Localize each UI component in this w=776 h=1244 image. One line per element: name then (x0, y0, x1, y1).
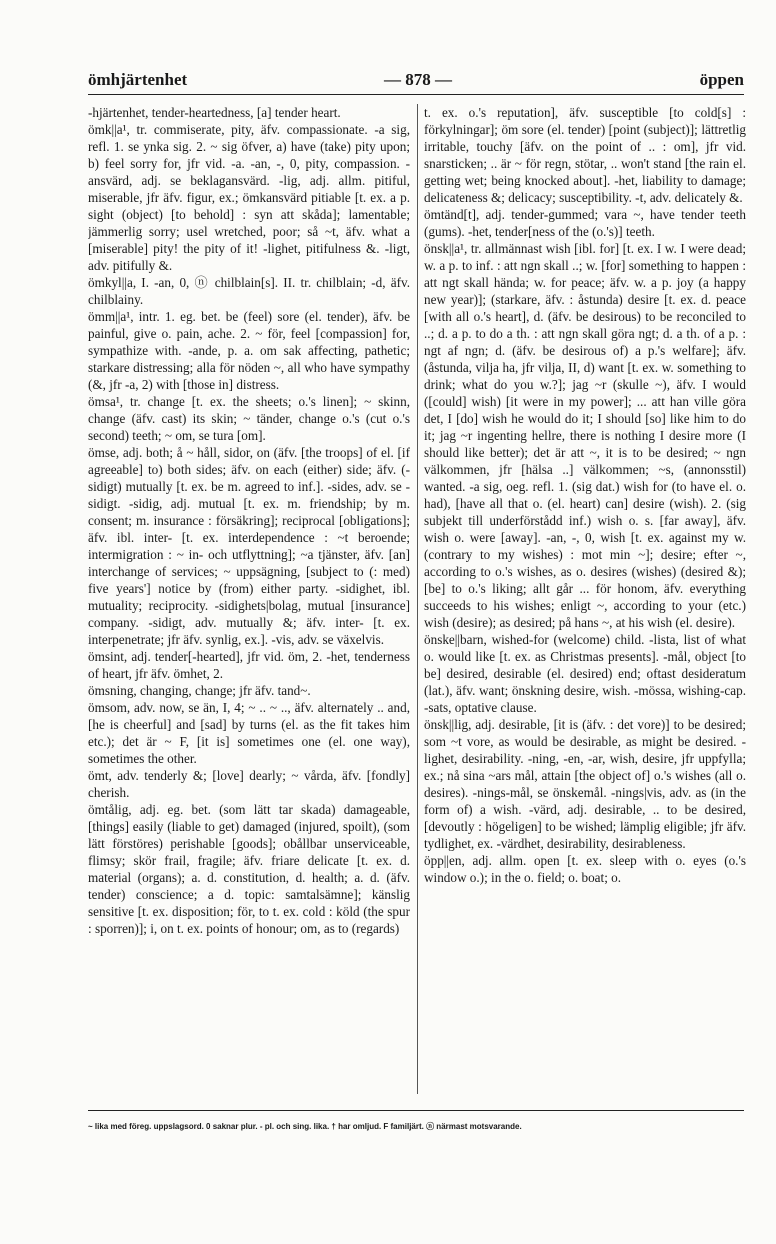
header-left-word: ömhjärtenhet (88, 70, 188, 89)
page-header (88, 60, 744, 100)
dictionary-entry: ömkyl||a, I. -an, 0, ⓝ chilblain[s]. II. tr. chilblain; -d, äfv. chilblainy. (88, 275, 410, 307)
dictionary-entry: ömsa¹, tr. change [t. ex. the sheets; o.'s linen]; ~ skinn, change (äfv. cast) its skin; ~ tänder, change o.'s (cut o.'s second) teeth; ~ om, se tura [om]. (88, 394, 410, 443)
dictionary-entry: ömse, adj. both; å ~ håll, sidor, on (äfv. [the troops] of el. [if agreeable] to) both sides; äfv. on each (either) side; äfv. (-sidigt) mutually [t. ex. be m. agreed to inf.]. -sides, adv. se -sidigt. -sidig, adj. mutual [t. ex. m. friendship; by m. consent; m. insurance : försäkring]; reciprocal [obligations]; äfv. ibl. inter- [t. ex. interdependence : ~t beroende; intermigration : ~ in- och utflyttning]; ~a tjänster, äfv. [an] interchange of services; ~ uppsägning, [subject to (: med) five years'] notice by (from) either party. -sidighet, ibl. mutuality; reciprocity. -sidighets|bolag, mutual [insurance] company. -sidigt, adv. mutually &; äfv. inter- [t. ex. interpenetrate; jfr äfv. synlig, ex.]. -vis, adv. se växelvis. (88, 445, 410, 647)
page-footer-legend: ~ lika med föreg. uppslagsord. 0 saknar plur. - pl. och sing. lika. † har omljud. F familjärt. ⓝ närmast motsvarande. (88, 1110, 744, 1132)
dictionary-entry: öpp||en, adj. allm. open [t. ex. sleep with o. eyes (o.'s window o.); in the o. field; o. boat; o. (424, 853, 746, 885)
dictionary-entry: ömsning, changing, change; jfr äfv. tand~. (88, 683, 311, 698)
right-column (424, 104, 746, 1106)
dictionary-entry: ömt, adv. tenderly &; [love] dearly; ~ vårda, äfv. [fondly] cherish. (88, 768, 410, 800)
column-divider (417, 104, 418, 1094)
dictionary-entry: önsk||a¹, tr. allmännast wish [ibl. for] [t. ex. I w. I were dead; w. a p. to inf. : att ngn skall ..; w. [for] something to happen : att ngt skall hända; w. for peace; äfv. w. a p. joy (a happy new year)]; (starkare, äfv. : åstunda) desire [t. ex. d. peace [with all o.'s heart], d. (äfv. be desirous) to be reconciled to ..; d. a p. to do a th. : att ngn skall göra ngt; d. a th. of a p. : ngt af ngn; d. (äfv. be desirous of) a p.'s welfare]; äfv. (åstunda, vilja ha, jfr vilja, II, d) want [t. ex. w. something to drink; what do you w.?]; jag ~r (skulle ~), äfv. I would ([could] wish) [it were in my power]; ... att han ville göra det, I [do] wish he would do it; I should [so] like him to do it; jag ~r ingenting hellre, there is nothing I desire more (I should like better); det är att ~, it is to be desired; ~ ngn välkommen, jfr [hälsa ..] välkommen; ~s, (annonsstil) wanted. -a sig, oeg. refl. 1. (sig dat.) wish for (to have el. o. had), [have all that o. (el. heart) can] desire (wish). 2. (sig subjekt till underförstådd inf.) wish o. s. [far away], äfv. wish o. were [away]. -an, -, 0, wish [t. ex. against my w. (contrary to my wishes) : mot min ~]; desire; efter ~, according to o.'s wishes, as o. desires (wishes) (desired &); [be] to o.'s liking; allt går ... för honom, äfv. everything succeeds to his wishes; enligt ~, according to your (etc.) wish (desire); as desired; på hans ~, at his wish (el. desire). (424, 241, 746, 630)
header-rule (88, 94, 744, 95)
left-column (88, 104, 410, 1106)
page-number: — 878 — (384, 70, 452, 89)
dictionary-entry: ömtänd[t], adj. tender-gummed; vara ~, have tender teeth (gums). -het, tender[ness of the (o.'s)] teeth. (424, 207, 746, 239)
dictionary-entry: ömk||a¹, tr. commiserate, pity, äfv. compassionate. -a sig, refl. 1. se ynka sig. 2. ~ sig öfver, a) have (take) pity upon; b) feel sorry for, jfr vid. -a. -an, -, 0, pity, compassion. -ansvärd, adj. se beklagansvärd. -lig, adj. allm. pitiful, miserable, jfr äfv. figur, ex.; ömkansvärd pitiable [t. ex. a p. sight (object) [to behold] : syn att skåda]; lamentable; jämmerlig sorry; usel wretched, poor; så ~t, äfv. what a [miserable] pity! the pity of it! -lighet, pitifulness &. -ligt, adv. pitifully &. (88, 122, 410, 273)
dictionary-entry: ömtålig, adj. eg. bet. (som lätt tar skada) damageable, [things] easily (liable to get) damaged (injured, spoilt), (som lätt förstöres) perishable [goods]; obållbar unserviceable, flimsy; skör frail, fragile; äfv. friare delicate [t. ex. d. material (organs); a. d. constitution, d. health; a. d. (äfv. tender) conscience; a d. topic: samtalsämne]; känslig sensitive [t. ex. disposition; för, to t. ex. cold : köld (the spur : sporren)]; i, on t. ex. points of honour; om, as to (regards) (88, 802, 410, 936)
dictionary-entry: önske||barn, wished-for (welcome) child. -lista, list of what o. would like [t. ex. as Christmas presents]. -mål, object [to be] desired, desirable (el. desired) end; oftast desideratum (lat.), äfv. want; önskning desire, wish. -mössa, wishing-cap. -sats, optative clause. (424, 632, 746, 715)
header-right-word: öppen (699, 70, 744, 89)
dictionary-entry: ömm||a¹, intr. 1. eg. bet. be (feel) sore (el. tender), äfv. be painful, give o. pain, ache. 2. ~ för, feel [compassion] for, sympathize with. -ande, p. a. om sak affecting, pathetic; starkare distressing; alla för nöden ~, all who have sympathy (&, jfr -a, 2) with [those in] distress. (88, 309, 410, 392)
dictionary-entry: -hjärtenhet, tender-heartedness, [a] tender heart. (88, 105, 341, 120)
dictionary-entry: t. ex. o.'s reputation], äfv. susceptible [to cold[s] : förkylningar]; öm sore (el. tender) [point (subject)]; lättretlig irritable, touchy [äfv. on the point of .. : om], jfr vid. snarsticken; .. är ~ för regn, stötar, .. won't stand [the rain el. getting wet; being knocked about]. -het, liability to damage; delicateness &; delicacy; susceptibility. -t, adv. delicately &. (424, 105, 746, 205)
dictionary-entry: ömsint, adj. tender[-hearted], jfr vid. öm, 2. -het, tenderness of heart, jfr äfv. ömhet, 2. (88, 649, 410, 681)
dictionary-entry: önsk||lig, adj. desirable, [it is (äfv. : det vore)] to be desired; som ~t vore, as would be desirable, as might be desired. -lighet, desirability. -ning, -en, -ar, wish, desire, jfr uppfylla; ex.; nå sina ~ars mål, attain [the object of] o.'s wishes (all o. desires). -nings-mål, se önskemål. -nings|vis, adv. as (in the form of) a wish. -värd, adj. desirable, .. to be desired, [devoutly : högeligen] to be wished; lämplig eligible; jfr äfv. tydlighet, ex. -värdhet, desirability, desirableness. (424, 717, 746, 851)
dictionary-entry: ömsom, adv. now, se än, I, 4; ~ .. ~ .., äfv. alternately .. and, [he is cheerful] and [sad] by turns (el. as the fit takes him etc.); det är ~ F, [it is] sometimes one (el. one way), sometimes the other. (88, 700, 410, 766)
